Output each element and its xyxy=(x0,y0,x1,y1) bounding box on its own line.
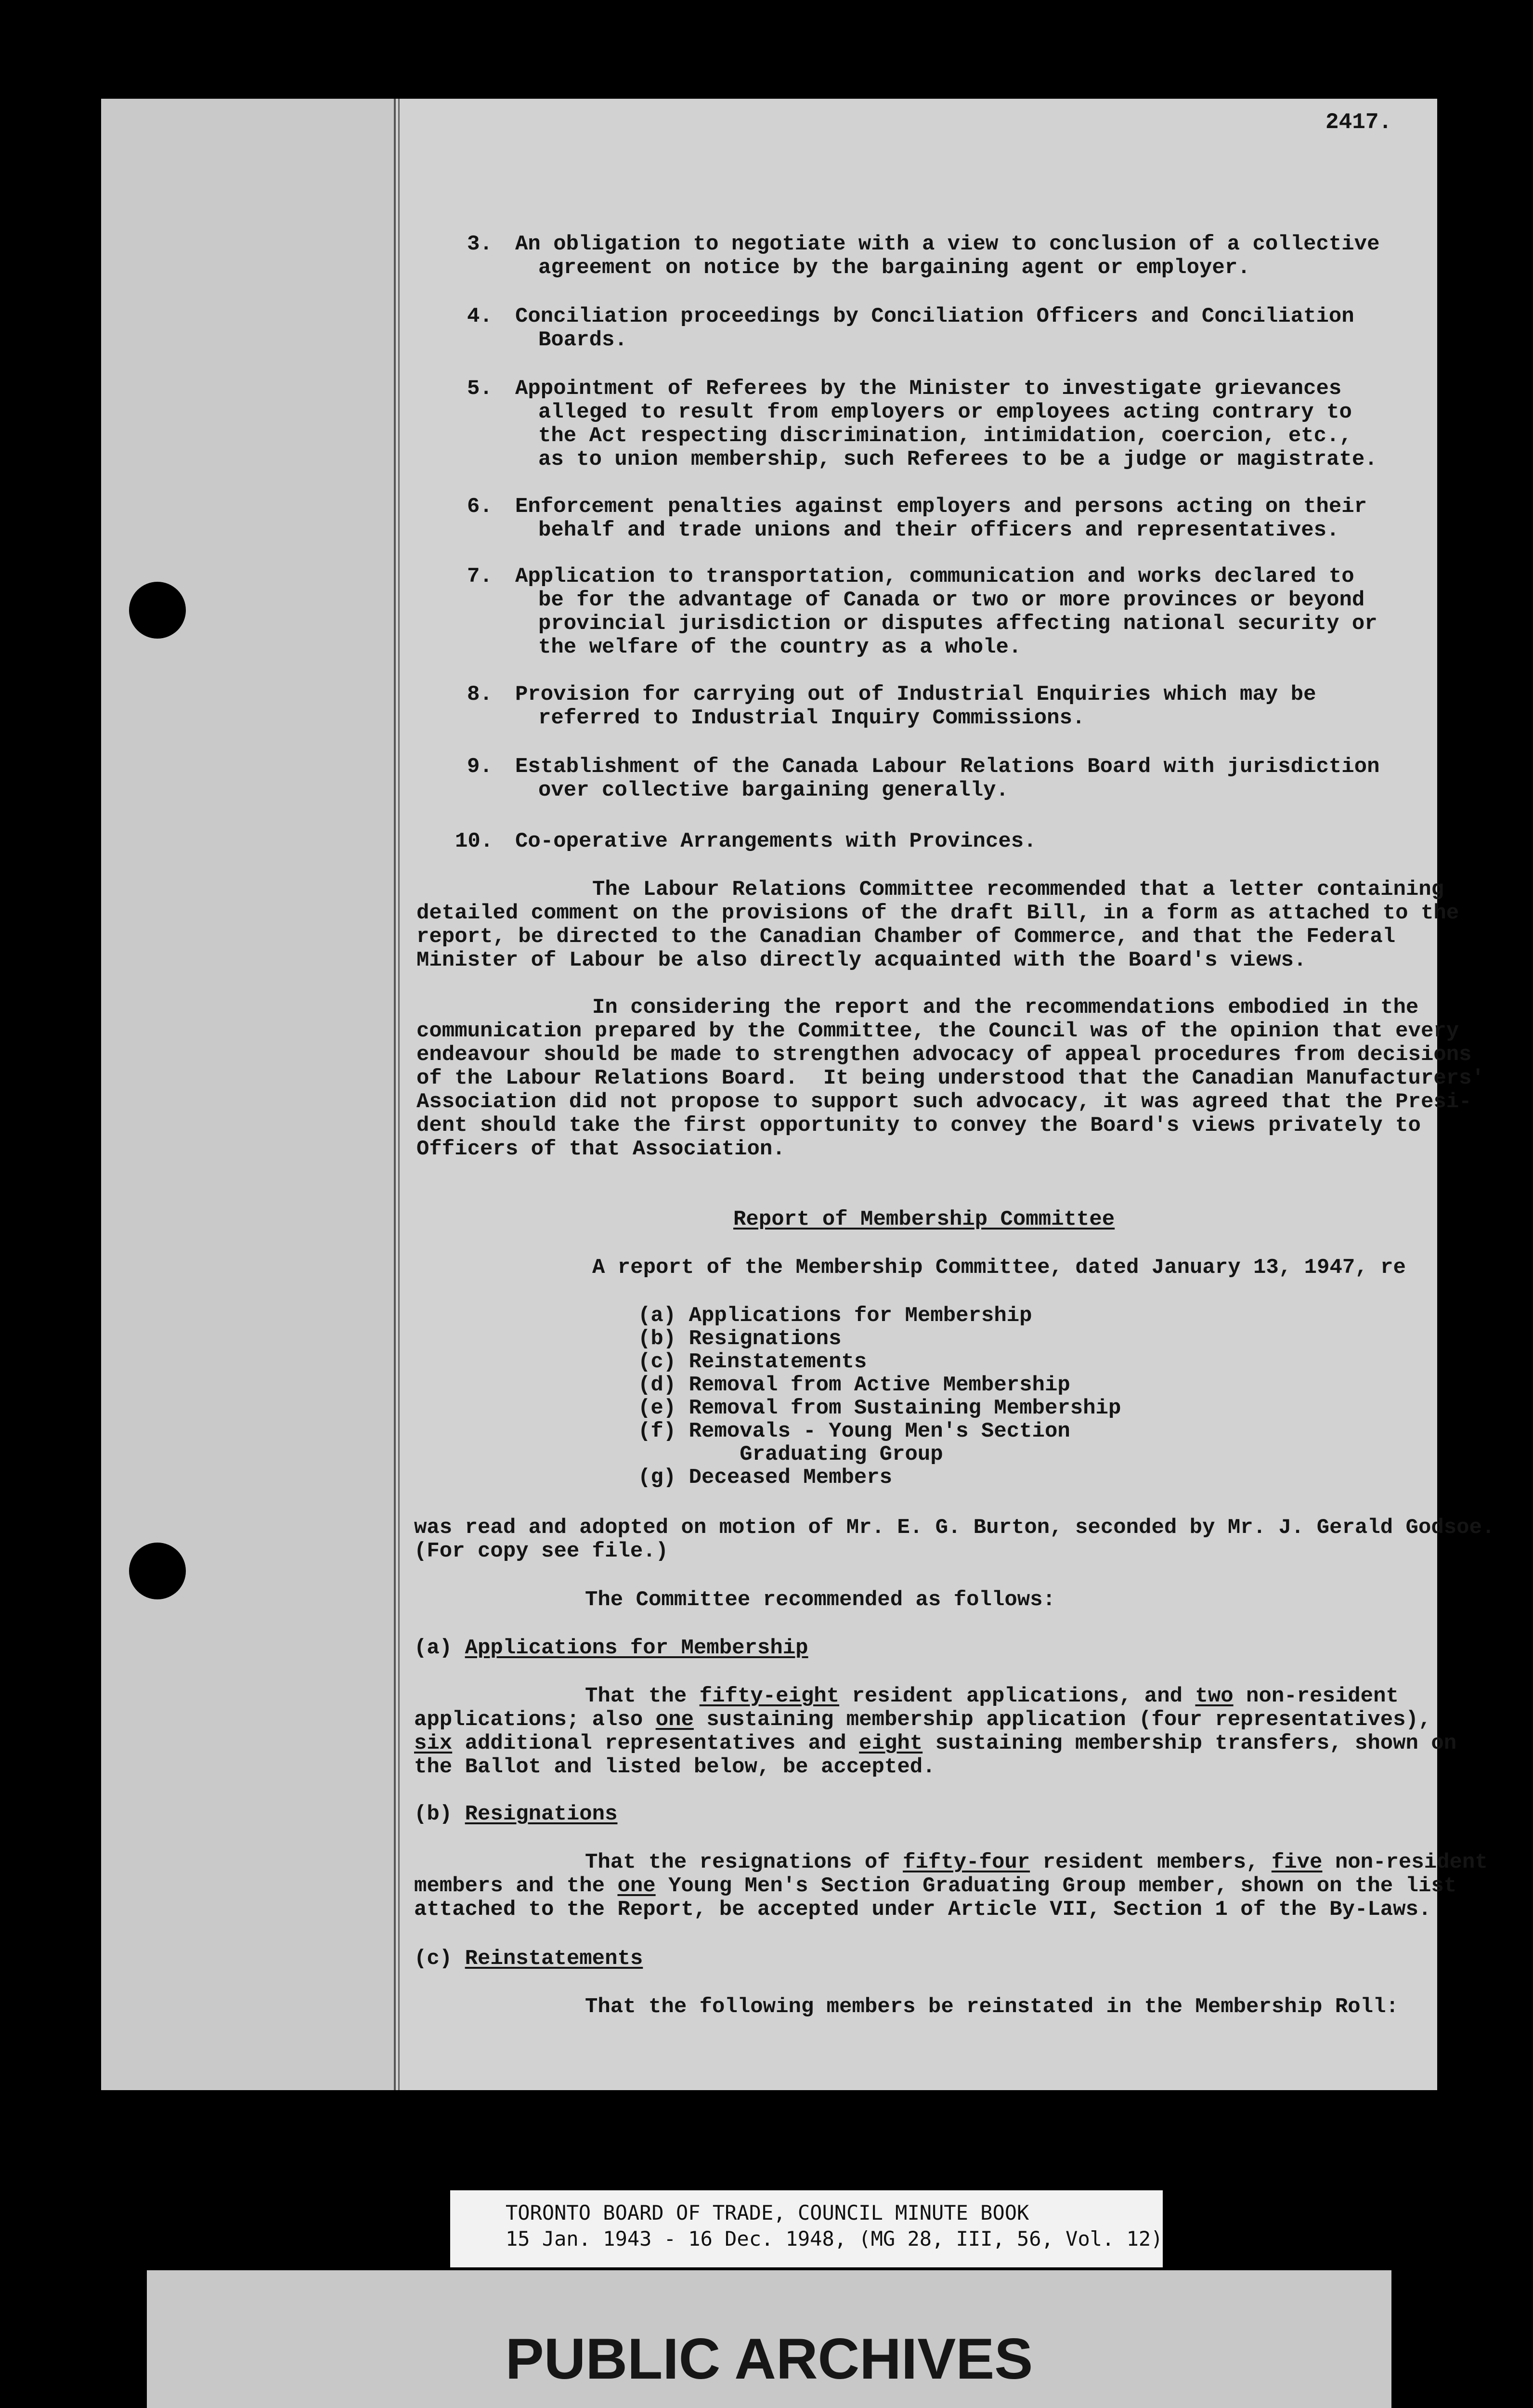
item-line: Establishment of the Canada Labour Relations Board with jurisdiction xyxy=(515,755,1380,779)
list-item: Graduating Group xyxy=(638,1442,943,1466)
item-line: be for the advantage of Canada or two or more provinces or beyond xyxy=(538,588,1365,612)
list-item: (b) Resignations xyxy=(638,1327,842,1351)
list-item: (a) Applications for Membership xyxy=(638,1304,1032,1328)
item-line: alleged to result from employers or employees acting contrary to xyxy=(538,400,1352,424)
paragraph-line: The Committee recommended as follows: xyxy=(585,1588,1055,1612)
item-line: Appointment of Referees by the Minister to investigate grievances xyxy=(515,377,1342,401)
item-line: Application to transportation, communication and works declared to xyxy=(515,564,1354,589)
paragraph-line: the Ballot and listed below, be accepted. xyxy=(414,1755,935,1779)
paragraph-line: report, be directed to the Canadian Chamber of Commerce, and that the Federal xyxy=(416,925,1396,949)
list-item: (e) Removal from Sustaining Membership xyxy=(638,1396,1121,1420)
item-line: Enforcement penalties against employers and persons acting on their xyxy=(515,495,1367,519)
item-line: provincial jurisdiction or disputes affecting national security or xyxy=(538,612,1377,636)
punch-hole-bottom xyxy=(129,1543,186,1599)
paragraph-line: dent should take the first opportunity to convey the Board's views privately to xyxy=(416,1113,1421,1138)
paragraph-line: six additional representatives and eight sustaining membership transfers, shown on xyxy=(414,1731,1457,1755)
margin-rule xyxy=(394,99,400,2090)
item-line: as to union membership, such Referees to be a judge or magistrate. xyxy=(538,447,1377,471)
section-heading: Report of Membership Committee xyxy=(733,1207,1115,1231)
paragraph-line: Officers of that Association. xyxy=(416,1137,785,1161)
paragraph-line: detailed comment on the provisions of the draft Bill, in a form as attached to the xyxy=(416,901,1459,925)
item-number: 10. xyxy=(455,829,494,853)
item-line: Boards. xyxy=(538,328,627,352)
item-line: An obligation to negotiate with a view to conclusion of a collective xyxy=(515,232,1380,256)
archive-caption-label xyxy=(450,2190,1163,2267)
paragraph-line: That the fifty-eight resident applications, and two non-resident xyxy=(585,1684,1399,1708)
list-item: (f) Removals - Young Men's Section xyxy=(638,1419,1070,1443)
item-number: 4. xyxy=(467,304,493,328)
document-page xyxy=(101,99,1495,2090)
page-number: 2417. xyxy=(1325,110,1392,135)
paragraph-line: A report of the Membership Committee, dated January 13, 1947, re xyxy=(592,1256,1406,1280)
item-line: behalf and trade unions and their officers and representatives. xyxy=(538,518,1339,542)
item-line: the welfare of the country as a whole. xyxy=(538,635,1022,659)
section-label: (a) Applications for Membership xyxy=(414,1636,808,1660)
paragraph-line: endeavour should be made to strengthen advocacy of appeal procedures from decisions xyxy=(416,1043,1472,1067)
archive-stamp xyxy=(147,2270,1391,2408)
item-number: 8. xyxy=(467,682,493,707)
paragraph-line: was read and adopted on motion of Mr. E. G. Burton, seconded by Mr. J. Gerald Godsoe. xyxy=(414,1516,1495,1540)
paragraph-line: members and the one Young Men's Section Graduating Group member, shown on the list xyxy=(414,1874,1457,1898)
paragraph-line: attached to the Report, be accepted under Article VII, Section 1 of the By-Laws. xyxy=(414,1898,1431,1922)
item-line: Conciliation proceedings by Conciliation Officers and Conciliation xyxy=(515,304,1354,328)
item-line: the Act respecting discrimination, intimidation, coercion, etc., xyxy=(538,424,1352,448)
item-line: referred to Industrial Inquiry Commissions. xyxy=(538,706,1085,730)
section-title: Reinstatements xyxy=(465,1947,643,1971)
paragraph-line: of the Labour Relations Board. It being understood that the Canadian Manufacturers' xyxy=(416,1066,1484,1090)
item-number: 6. xyxy=(467,495,493,519)
item-line: Provision for carrying out of Industrial Enquiries which may be xyxy=(515,682,1316,707)
left-margin xyxy=(101,99,395,2090)
paragraph-line: Minister of Labour be also directly acquainted with the Board's views. xyxy=(416,948,1307,972)
item-line: agreement on notice by the bargaining agent or employer. xyxy=(538,256,1250,280)
item-number: 9. xyxy=(467,755,493,779)
paragraph-line: (For copy see file.) xyxy=(414,1539,669,1563)
list-item: (c) Reinstatements xyxy=(638,1350,867,1374)
section-title: Applications for Membership xyxy=(465,1636,808,1660)
list-item: (d) Removal from Active Membership xyxy=(638,1373,1070,1397)
punch-hole-top xyxy=(129,582,186,639)
paragraph-line: The Labour Relations Committee recommended that a letter containing xyxy=(592,877,1444,902)
section-title: Resignations xyxy=(465,1802,618,1826)
paragraph-line: In considering the report and the recommendations embodied in the xyxy=(592,995,1419,1020)
paragraph-line: That the following members be reinstated in the Membership Roll: xyxy=(585,1995,1399,2019)
paragraph-line: applications; also one sustaining membership application (four representatives), xyxy=(414,1708,1431,1732)
caption-line: 15 Jan. 1943 - 16 Dec. 1948, (MG 28, III, 56, Vol. 12) xyxy=(506,2227,1163,2251)
paragraph-line: communication prepared by the Committee, the Council was of the opinion that every xyxy=(416,1019,1459,1043)
paragraph-line: Association did not propose to support such advocacy, it was agreed that the Presi- xyxy=(416,1090,1472,1114)
section-label: (c) Reinstatements xyxy=(414,1947,643,1971)
item-number: 5. xyxy=(467,377,493,401)
item-line: Co-operative Arrangements with Provinces. xyxy=(515,829,1037,853)
stamp-line-public-archives: PUBLIC ARCHIVES xyxy=(505,2327,1033,2391)
section-label: (b) Resignations xyxy=(414,1802,618,1826)
item-number: 7. xyxy=(467,564,493,589)
list-item: (g) Deceased Members xyxy=(638,1466,893,1490)
item-number: 3. xyxy=(467,232,493,256)
paragraph-line: That the resignations of fifty-four resident members, five non-resident xyxy=(585,1850,1488,1874)
item-line: over collective bargaining generally. xyxy=(538,778,1009,802)
caption-line: TORONTO BOARD OF TRADE, COUNCIL MINUTE BOOK xyxy=(506,2201,1029,2225)
